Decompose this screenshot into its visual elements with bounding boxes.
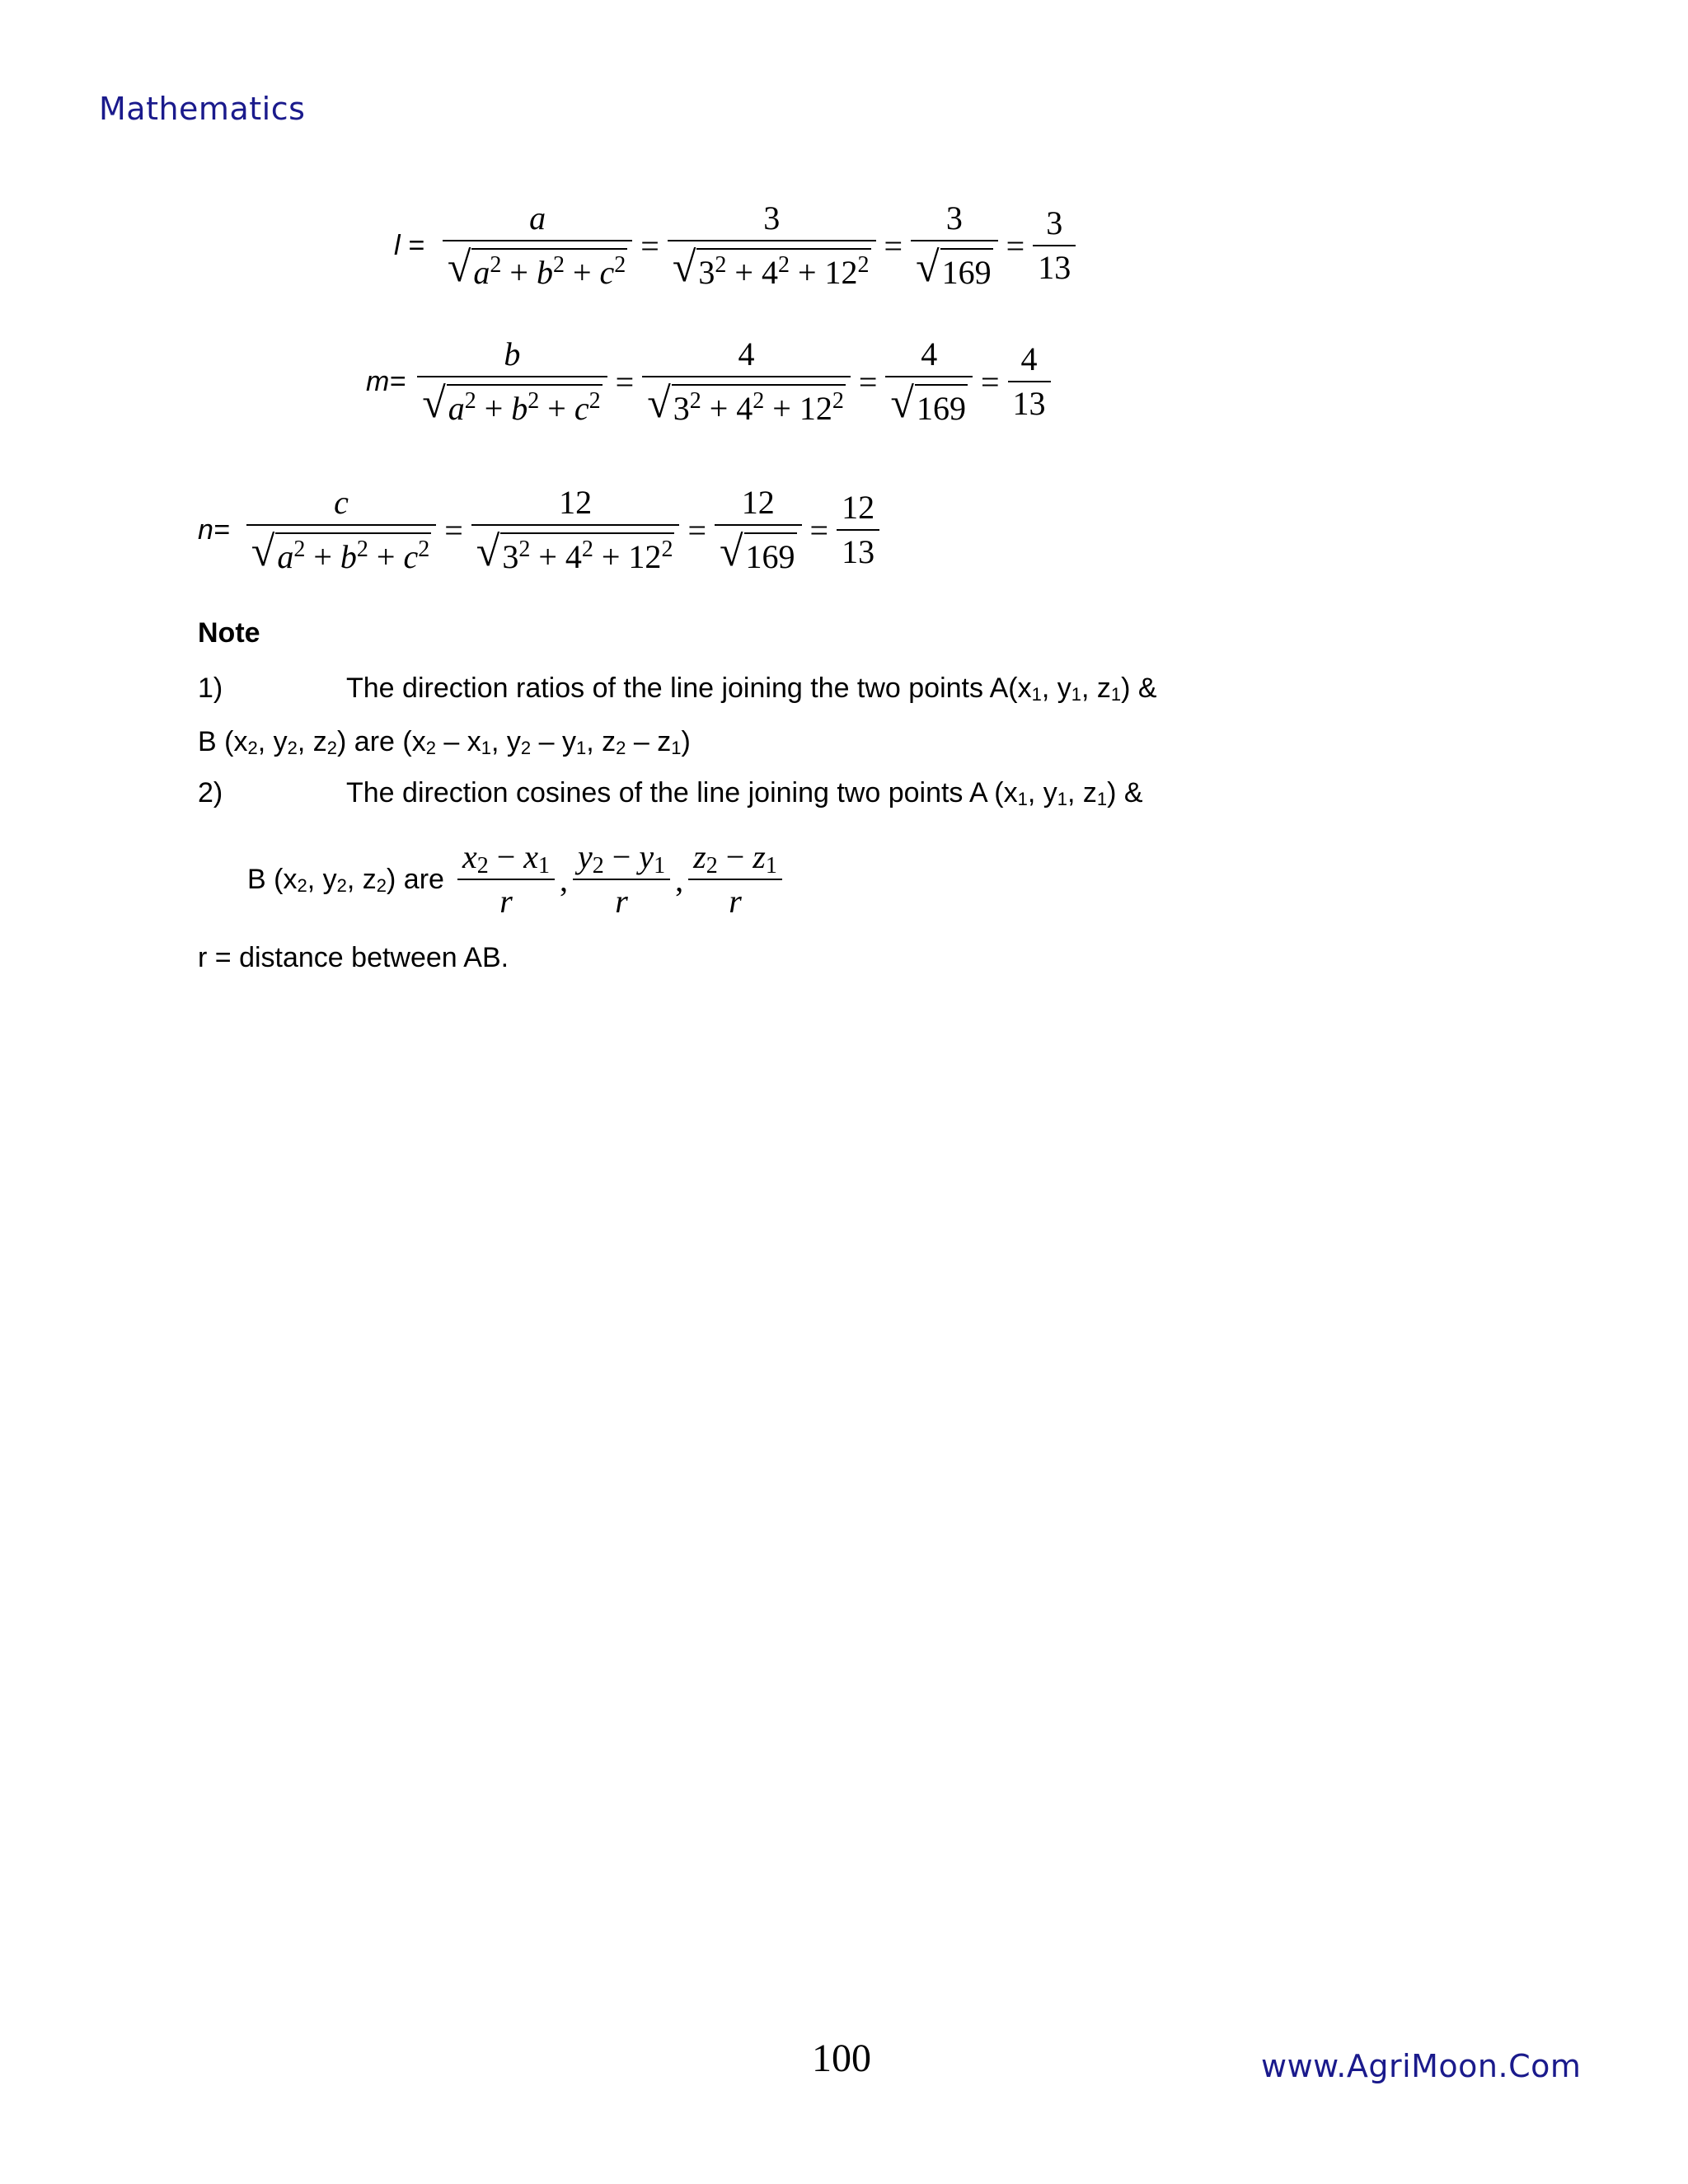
equation-label: m=: [366, 365, 406, 397]
page-number: 100: [812, 2036, 871, 2080]
note-item-1-line-2: B ($x_2$, $y_2$, $z_2$) are ($x_2 - x_1$, $y_2 - y_1$, $z_2 - z_1$): [198, 726, 691, 758]
fraction: 4 √ 169: [885, 338, 973, 425]
fraction: 3 √ $3^2 + 4^2 + 12^2$: [668, 202, 876, 289]
note-item-1-line-1: The direction ratios of the line joining the two points $A(x_1$, $y_1$, $z_1$) &: [346, 673, 1157, 705]
fraction: b √ $a^2 + b^2 + c^2$: [417, 338, 607, 425]
note-item-2-line-1: The direction cosines of the line joining two points A ($x_1$, $y_1$, $z_1$) &: [346, 777, 1143, 809]
equation-label: n=: [198, 513, 230, 546]
note-heading: Note: [198, 617, 260, 649]
footer-website-link[interactable]: www.AgriMoon.Com: [1261, 2048, 1582, 2084]
r-definition: r = distance between AB.: [198, 942, 509, 973]
fraction: c √ $a^2 + b^2 + c^2$: [246, 486, 436, 574]
equation-n: n= c √ $a^2 + b^2 + c^2$ = 12 √ $3^2 + 4^2 + 12^2$ = 12 √ 169 = $\frac{12}{13}$: [198, 486, 879, 574]
note-item-2-direction-cosines: B ($x_2$, $y_2$, $z_2$) are $\frac{x_2 - x_1}{r}$ , $\frac{y_2 - y_1}{r}$ , $\frac{z_2 - z_1}{r}$: [247, 841, 782, 918]
page-header-title: Mathematics: [99, 91, 306, 127]
fraction: 4 √ $3^2 + 4^2 + 12^2$: [642, 338, 851, 425]
fraction: 12 √ $3^2 + 4^2 + 12^2$: [471, 486, 680, 574]
fraction: $\frac{12}{13}$: [837, 491, 879, 569]
fraction: $\frac{3}{13}$: [1033, 207, 1076, 284]
fraction: 12 √ 169: [715, 486, 802, 574]
equation-m: m= b √ $a^2 + b^2 + c^2$ = 4 √ $3^2 + 4^2 + 12^2$ = 4 √ 169 = $\frac{4}{13}$: [366, 338, 1051, 425]
fraction: $\frac{x_2 - x_1}{r}$: [457, 841, 555, 918]
fraction: $\frac{y_2 - y_1}{r}$: [573, 841, 670, 918]
equation-label: l =: [394, 229, 424, 261]
equation-l: l = a √ $a^2 + b^2 + c^2$ = 3 √ $3^2 + 4^2 + 12^2$ = 3 √ 169 = $\frac{3}{13}$: [394, 202, 1076, 289]
fraction: 3 √ 169: [911, 202, 998, 289]
fraction: $\frac{z_2 - z_1}{r}$: [688, 841, 782, 918]
note-item-2-number: 2): [198, 777, 223, 808]
fraction: a √ $a^2 + b^2 + c^2$: [443, 202, 632, 289]
note-item-1-number: 1): [198, 673, 223, 704]
fraction: $\frac{4}{13}$: [1008, 343, 1051, 420]
